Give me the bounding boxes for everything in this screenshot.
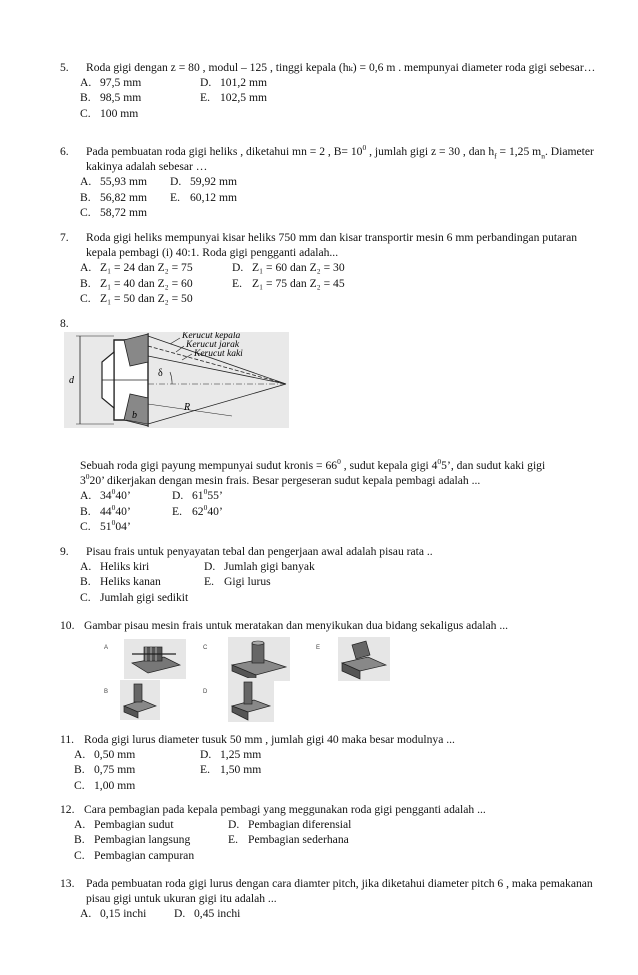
option-letter: D. xyxy=(204,560,216,574)
option-letter: D. xyxy=(172,489,184,503)
image-label-b: B xyxy=(104,689,109,695)
question-stem: Roda gigi heliks mempunyai kisar heliks 750 mm dan kisar transportir mesin 6 mm perbandingan putaran kepala pembagi (i) 40:1. Roda gigi pengganti adalah... xyxy=(86,231,578,260)
option-letter: A. xyxy=(74,818,86,832)
option-b: 56,82 mm xyxy=(100,190,148,204)
option-letter: A. xyxy=(80,560,92,574)
option-a: Heliks kiri xyxy=(100,560,150,574)
option-c: 58,72 mm xyxy=(100,205,148,219)
option-d: 59,92 mm xyxy=(190,175,238,189)
question-11 xyxy=(60,732,600,793)
options xyxy=(60,747,600,793)
option-d: Z₁ = 60 dan Z₂ = 30 xyxy=(252,261,345,275)
question-9 xyxy=(60,544,600,605)
option-c: Pembagian campuran xyxy=(94,848,195,862)
option-c: Z₁ = 50 dan Z₂ = 50 xyxy=(100,291,193,305)
cutter-image-e xyxy=(338,637,390,681)
question-5 xyxy=(60,60,600,121)
option-letter: E. xyxy=(204,575,214,589)
option-e: Gigi lurus xyxy=(224,575,271,589)
options xyxy=(60,75,600,121)
question-6 xyxy=(60,144,600,220)
question-number: 6. xyxy=(60,145,69,158)
option-e: 102,5 mm xyxy=(220,91,268,105)
option-letter: B. xyxy=(80,91,91,105)
question-stem: Pada pembuatan roda gigi lurus dengan cara diamter pitch, jika diketahui diameter pitch 6 , maka pemakanan pisau gigi untuk ukuran gigi itu adalah ... xyxy=(86,877,593,906)
question-number: 13. xyxy=(60,877,75,890)
option-c: 100 mm xyxy=(100,106,139,120)
option-a: 0,15 inchi xyxy=(100,907,147,921)
option-letter: B. xyxy=(74,763,85,777)
question-number: 12. xyxy=(60,803,75,816)
option-letter: E. xyxy=(200,91,210,105)
option-letter: C. xyxy=(80,291,91,305)
option-e: 60,12 mm xyxy=(190,190,238,204)
question-number: 11. xyxy=(60,733,75,746)
option-letter: A. xyxy=(80,261,92,275)
option-a: 55,93 mm xyxy=(100,175,148,189)
option-letter: C. xyxy=(80,590,91,604)
option-b: $44^040$’ xyxy=(100,502,131,518)
option-letter: A. xyxy=(80,175,92,189)
label-kerucut-kaki: Kerucut kaki xyxy=(194,349,243,359)
label-b: b xyxy=(132,410,137,421)
option-e: $62^040$’ xyxy=(192,502,223,518)
label-d: d xyxy=(69,375,74,386)
label-kerucut-jarak: Kerucut jarak xyxy=(186,340,240,350)
question-number: 7. xyxy=(60,231,69,244)
option-letter: B. xyxy=(80,575,91,589)
option-letter: C. xyxy=(74,778,85,792)
label-kerucut-kepala: Kerucut kepala xyxy=(182,332,241,341)
option-b: 98,5 mm xyxy=(100,91,142,105)
option-b: Z₁ = 40 dan Z₂ = 60 xyxy=(100,276,193,290)
bevel-gear-figure xyxy=(64,332,289,428)
question-stem: Roda gigi dengan z = 80 , modul – 125 , tinggi kepala (hₖ) = 0,6 m . mempunyai diameter roda gigi sebesar… xyxy=(86,61,596,74)
question-8 xyxy=(60,316,600,331)
question-stem: Roda gigi lurus diameter tusuk 50 mm , jumlah gigi 40 maka besar modulnya ... xyxy=(84,733,455,746)
options xyxy=(60,817,600,863)
option-c: 1,00 mm xyxy=(94,778,136,792)
option-letter: A. xyxy=(80,76,92,90)
question-stem-line-2: $3^020$’ dikerjakan dengan mesin frais. Besar pergeseran sudut kepala pembagi adalah ... xyxy=(80,472,481,488)
option-d: 1,25 mm xyxy=(220,748,262,762)
option-d: Pembagian diferensial xyxy=(248,818,352,832)
options xyxy=(60,260,600,306)
option-b: Heliks kanan xyxy=(100,575,161,589)
option-letter: D. xyxy=(170,175,182,189)
option-d: 0,45 inchi xyxy=(194,907,241,921)
question-stem: Cara pembagian pada kepala pembagi yang meggunakan roda gigi pengganti adalah ... xyxy=(84,803,486,816)
option-letter: E. xyxy=(232,276,242,290)
question-12 xyxy=(60,802,600,863)
option-letter: E. xyxy=(228,833,238,847)
option-letter: B. xyxy=(80,190,91,204)
option-letter: E. xyxy=(200,763,210,777)
label-delta: δ xyxy=(158,368,163,379)
options xyxy=(60,906,600,921)
option-letter: B. xyxy=(80,276,91,290)
image-label-a: A xyxy=(104,645,109,651)
option-letter: E. xyxy=(172,504,182,518)
option-d: $61^055$’ xyxy=(192,487,223,503)
option-letter: E. xyxy=(170,190,180,204)
option-letter: D. xyxy=(228,818,240,832)
option-a: Z₁ = 24 dan Z₂ = 75 xyxy=(100,261,193,275)
option-letter: D. xyxy=(200,76,212,90)
option-letter: D. xyxy=(174,907,186,921)
option-letter: A. xyxy=(74,748,86,762)
question-stem: Pada pembuatan roda gigi heliks , diketahui mn = 2 , $B= 10^0$ , jumlah gigi z = 30 , dan $h_f = 1,25$ $m_n$. Diameter kakinya adalah sebesar … xyxy=(86,143,594,174)
option-e: Pembagian sederhana xyxy=(248,833,349,847)
options xyxy=(60,559,600,605)
option-e: 1,50 mm xyxy=(220,763,262,777)
option-letter: C. xyxy=(80,106,91,120)
option-c: Jumlah gigi sedikit xyxy=(100,590,189,604)
question-7 xyxy=(60,230,600,306)
question-stem: Sebuah roda gigi payung mempunyai sudut kronis = $66^0$ , sudut kepala gigi $4^05$’, dan sudut kaki gigi xyxy=(80,457,546,472)
question-stem: Gambar pisau mesin frais untuk meratakan dan menyikukan dua bidang sekaligus adalah ... xyxy=(84,619,509,632)
question-number: 10. xyxy=(60,619,75,632)
option-letter: C. xyxy=(80,519,91,533)
question-number: 9. xyxy=(60,545,69,558)
option-e: Z₁ = 75 dan Z₂ = 45 xyxy=(252,276,345,290)
option-a: $34^040$’ xyxy=(100,487,131,503)
option-letter: B. xyxy=(74,833,85,847)
image-label-c: C xyxy=(203,645,208,651)
option-b: Pembagian langsung xyxy=(94,833,191,847)
question-stem: Pisau frais untuk penyayatan tebal dan pengerjaan awal adalah pisau rata .. xyxy=(86,545,433,558)
image-label-d: D xyxy=(203,689,208,695)
cutter-image-c xyxy=(228,637,290,681)
option-letter: D. xyxy=(232,261,244,275)
option-letter: A. xyxy=(80,489,92,503)
label-R: R xyxy=(184,402,191,413)
option-letter: C. xyxy=(74,848,85,862)
option-letter: C. xyxy=(80,205,91,219)
option-a: 97,5 mm xyxy=(100,76,142,90)
figure-background xyxy=(64,332,289,428)
option-a: Pembagian sudut xyxy=(94,818,174,832)
cutter-image-a xyxy=(124,639,186,679)
question-13 xyxy=(60,876,600,922)
question-10 xyxy=(60,618,600,633)
image-label-e: E xyxy=(316,645,321,651)
option-d: Jumlah gigi banyak xyxy=(224,560,315,574)
question-number: 5. xyxy=(60,61,69,74)
option-b: 0,75 mm xyxy=(94,763,136,777)
option-letter: A. xyxy=(80,907,92,921)
option-letter: D. xyxy=(200,748,212,762)
question-number: 8. xyxy=(60,317,69,330)
option-c: $51^004$’ xyxy=(100,517,131,533)
option-a: 0,50 mm xyxy=(94,748,136,762)
option-letter: B. xyxy=(80,504,91,518)
question-8-body xyxy=(60,458,600,534)
options xyxy=(60,174,600,220)
cutter-image-d xyxy=(228,678,274,722)
cutter-image-b xyxy=(120,680,160,720)
option-d: 101,2 mm xyxy=(220,76,268,90)
